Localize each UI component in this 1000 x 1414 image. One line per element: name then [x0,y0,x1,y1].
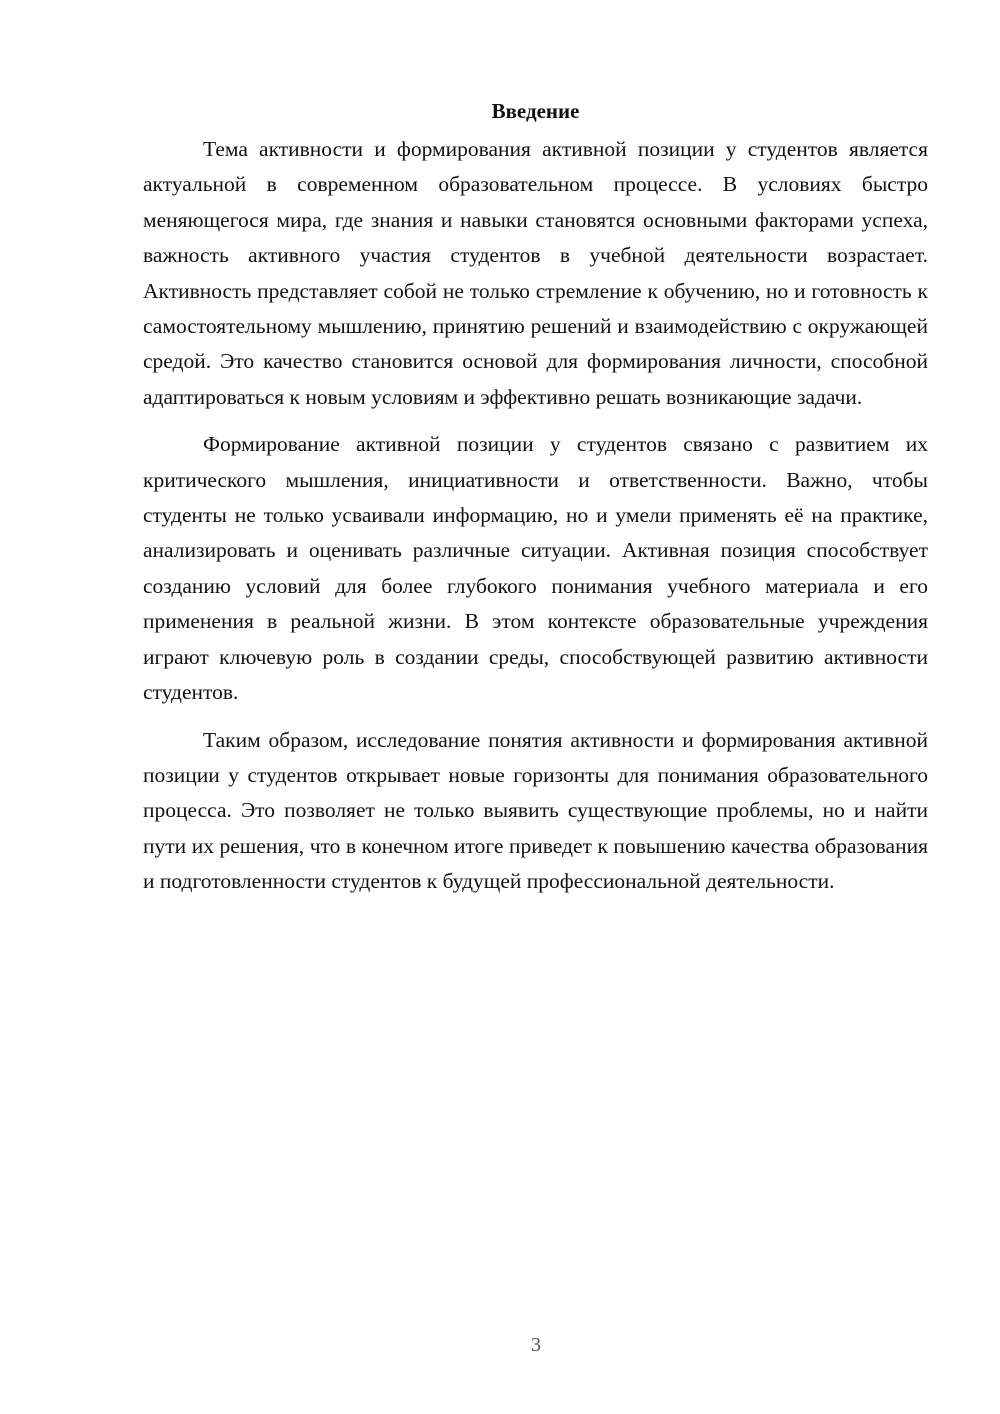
page-number: 3 [531,1334,541,1356]
paragraph-1: Тема активности и формирования активной позиции у студентов является актуальной в современном образовательном процессе. В условиях быстро меняющегося мира, где знания и навыки становятся основными факторами успеха, важность активного участия студентов в учебной деятельности возрастает. Активность представляет собой не только стремление к обучению, но и готовность к самостоятельному мышлению, принятию решений и взаимодействию с окружающей средой. Это качество становится основой для формирования личности, способной адаптироваться к новым условиям и эффективно решать возникающие задачи. [143,137,928,409]
paragraph-2: Формирование активной позиции у студентов связано с развитием их критического мышления, инициативности и ответственности. Важно, чтобы студенты не только усваивали информацию, но и умели применять её на практике, анализировать и оценивать различные ситуации. Активная позиция способствует созданию условий для более глубокого понимания учебного материала и его применения в реальной жизни. В этом контексте образовательные учреждения играют ключевую роль в создании среды, способствующей развитию активности студентов. [143,432,928,705]
page-content [143,94,928,900]
paragraph-3: Таким образом, исследование понятия активности и формирования активной позиции у студентов открывает новые горизонты для понимания образовательного процесса. Это позволяет не только выявить существующие проблемы, но и найти пути их решения, что в конечном итоге приведет к повышению качества образования и подготовленности студентов к будущей профессиональной деятельности. [143,727,928,894]
section-heading: Введение [491,99,580,123]
